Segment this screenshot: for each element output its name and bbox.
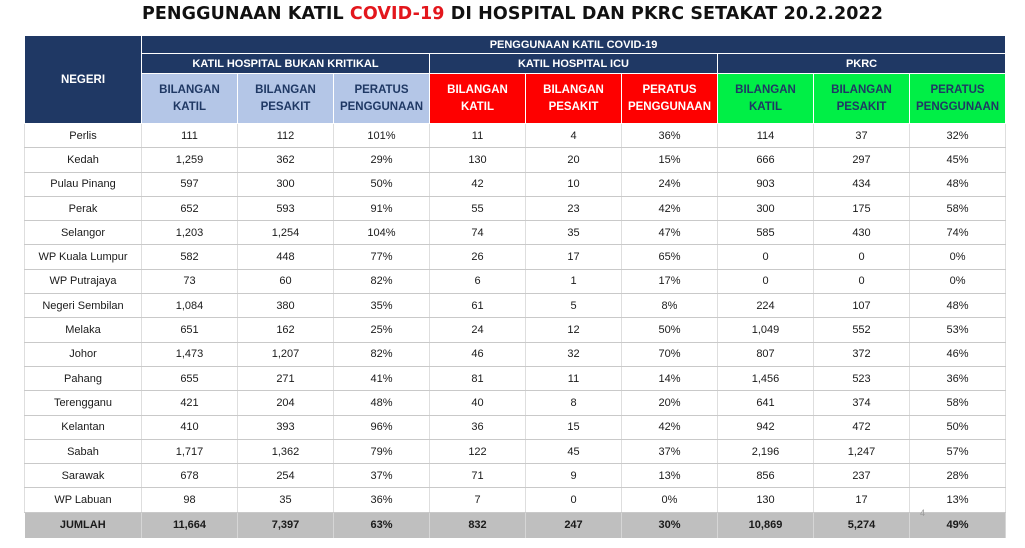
cell-icu-beds: 7 bbox=[430, 488, 526, 512]
top-header: PENGGUNAAN KATIL COVID-19 bbox=[142, 36, 1006, 54]
cell-icu-patients: 1 bbox=[526, 269, 622, 293]
cell-non-critical-beds: 111 bbox=[142, 124, 238, 148]
cell-total-icu-patients: 247 bbox=[526, 512, 622, 538]
cell-icu-patients: 0 bbox=[526, 488, 622, 512]
cell-icu-beds: 71 bbox=[430, 464, 526, 488]
cell-icu-beds: 26 bbox=[430, 245, 526, 269]
cell-non-critical-patients: 380 bbox=[238, 294, 334, 318]
cell-pkrc-beds: 1,456 bbox=[718, 366, 814, 390]
cell-icu-patients: 15 bbox=[526, 415, 622, 439]
cell-total-pkrc-usage: 49% bbox=[910, 512, 1006, 538]
table-row bbox=[25, 124, 1006, 148]
cell-icu-usage: 13% bbox=[622, 464, 718, 488]
cell-pkrc-patients: 37 bbox=[814, 124, 910, 148]
cell-state: Kelantan bbox=[25, 415, 142, 439]
cell-pkrc-patients: 175 bbox=[814, 196, 910, 220]
sub-header-bed-count: BILANGAN KATIL bbox=[718, 74, 814, 124]
cell-pkrc-patients: 430 bbox=[814, 221, 910, 245]
table-row bbox=[25, 221, 1006, 245]
table-row bbox=[25, 488, 1006, 512]
cell-non-critical-usage: 79% bbox=[334, 439, 430, 463]
cell-non-critical-beds: 678 bbox=[142, 464, 238, 488]
cell-non-critical-beds: 1,717 bbox=[142, 439, 238, 463]
cell-icu-beds: 46 bbox=[430, 342, 526, 366]
cell-pkrc-beds: 0 bbox=[718, 269, 814, 293]
cell-icu-beds: 130 bbox=[430, 148, 526, 172]
table-row bbox=[25, 342, 1006, 366]
cell-non-critical-usage: 82% bbox=[334, 269, 430, 293]
cell-icu-beds: 61 bbox=[430, 294, 526, 318]
sub-header-patient-count: BILANGAN PESAKIT bbox=[526, 74, 622, 124]
cell-total-pkrc-beds: 10,869 bbox=[718, 512, 814, 538]
cell-non-critical-beds: 1,203 bbox=[142, 221, 238, 245]
cell-pkrc-usage: 57% bbox=[910, 439, 1006, 463]
group-header-non-critical: KATIL HOSPITAL BUKAN KRITIKAL bbox=[142, 54, 430, 74]
group-header-icu: KATIL HOSPITAL ICU bbox=[430, 54, 718, 74]
cell-icu-beds: 42 bbox=[430, 172, 526, 196]
cell-pkrc-patients: 552 bbox=[814, 318, 910, 342]
cell-pkrc-usage: 58% bbox=[910, 391, 1006, 415]
table-row bbox=[25, 439, 1006, 463]
cell-non-critical-beds: 1,473 bbox=[142, 342, 238, 366]
table-row bbox=[25, 294, 1006, 318]
cell-non-critical-usage: 36% bbox=[334, 488, 430, 512]
cell-pkrc-usage: 32% bbox=[910, 124, 1006, 148]
cell-pkrc-beds: 114 bbox=[718, 124, 814, 148]
cell-icu-usage: 20% bbox=[622, 391, 718, 415]
cell-pkrc-usage: 0% bbox=[910, 269, 1006, 293]
cell-total-non-critical-usage: 63% bbox=[334, 512, 430, 538]
negeri-header: NEGERI bbox=[25, 36, 142, 124]
cell-icu-patients: 32 bbox=[526, 342, 622, 366]
cell-state: WP Labuan bbox=[25, 488, 142, 512]
cell-pkrc-patients: 297 bbox=[814, 148, 910, 172]
cell-non-critical-usage: 37% bbox=[334, 464, 430, 488]
cell-non-critical-patients: 35 bbox=[238, 488, 334, 512]
cell-non-critical-beds: 1,259 bbox=[142, 148, 238, 172]
cell-icu-patients: 17 bbox=[526, 245, 622, 269]
cell-pkrc-usage: 58% bbox=[910, 196, 1006, 220]
cell-non-critical-usage: 50% bbox=[334, 172, 430, 196]
cell-non-critical-usage: 101% bbox=[334, 124, 430, 148]
cell-pkrc-beds: 0 bbox=[718, 245, 814, 269]
cell-non-critical-patients: 254 bbox=[238, 464, 334, 488]
cell-pkrc-usage: 46% bbox=[910, 342, 1006, 366]
cell-icu-patients: 9 bbox=[526, 464, 622, 488]
cell-icu-usage: 65% bbox=[622, 245, 718, 269]
cell-pkrc-beds: 666 bbox=[718, 148, 814, 172]
title-part2: DI HOSPITAL DAN PKRC SETAKAT 20.2.2022 bbox=[444, 4, 884, 24]
cell-icu-usage: 42% bbox=[622, 415, 718, 439]
cell-pkrc-beds: 2,196 bbox=[718, 439, 814, 463]
cell-state: Perlis bbox=[25, 124, 142, 148]
cell-non-critical-usage: 48% bbox=[334, 391, 430, 415]
cell-icu-patients: 20 bbox=[526, 148, 622, 172]
cell-non-critical-usage: 35% bbox=[334, 294, 430, 318]
cell-icu-usage: 15% bbox=[622, 148, 718, 172]
cell-icu-beds: 40 bbox=[430, 391, 526, 415]
cell-pkrc-beds: 224 bbox=[718, 294, 814, 318]
table-row bbox=[25, 245, 1006, 269]
table-row bbox=[25, 391, 1006, 415]
cell-non-critical-beds: 1,084 bbox=[142, 294, 238, 318]
cell-non-critical-usage: 77% bbox=[334, 245, 430, 269]
cell-pkrc-beds: 641 bbox=[718, 391, 814, 415]
cell-non-critical-patients: 1,207 bbox=[238, 342, 334, 366]
cell-non-critical-usage: 96% bbox=[334, 415, 430, 439]
title-part1: PENGGUNAAN KATIL bbox=[141, 4, 350, 24]
cell-pkrc-patients: 0 bbox=[814, 269, 910, 293]
cell-non-critical-beds: 651 bbox=[142, 318, 238, 342]
cell-total-icu-usage: 30% bbox=[622, 512, 718, 538]
cell-pkrc-beds: 300 bbox=[718, 196, 814, 220]
cell-state: Pahang bbox=[25, 366, 142, 390]
cell-icu-patients: 23 bbox=[526, 196, 622, 220]
cell-total-non-critical-beds: 11,664 bbox=[142, 512, 238, 538]
cell-non-critical-beds: 597 bbox=[142, 172, 238, 196]
cell-total-label: JUMLAH bbox=[25, 512, 142, 538]
cell-state: Terengganu bbox=[25, 391, 142, 415]
cell-pkrc-patients: 434 bbox=[814, 172, 910, 196]
cell-non-critical-usage: 29% bbox=[334, 148, 430, 172]
table-row bbox=[25, 464, 1006, 488]
cell-icu-usage: 24% bbox=[622, 172, 718, 196]
cell-pkrc-usage: 48% bbox=[910, 294, 1006, 318]
cell-icu-patients: 10 bbox=[526, 172, 622, 196]
cell-state: Sarawak bbox=[25, 464, 142, 488]
cell-icu-beds: 11 bbox=[430, 124, 526, 148]
cell-pkrc-patients: 1,247 bbox=[814, 439, 910, 463]
cell-icu-beds: 6 bbox=[430, 269, 526, 293]
cell-icu-usage: 8% bbox=[622, 294, 718, 318]
cell-icu-usage: 14% bbox=[622, 366, 718, 390]
table-row bbox=[25, 415, 1006, 439]
cell-icu-beds: 81 bbox=[430, 366, 526, 390]
cell-non-critical-beds: 655 bbox=[142, 366, 238, 390]
cell-non-critical-usage: 82% bbox=[334, 342, 430, 366]
cell-non-critical-usage: 91% bbox=[334, 196, 430, 220]
cell-icu-patients: 5 bbox=[526, 294, 622, 318]
cell-icu-usage: 0% bbox=[622, 488, 718, 512]
cell-icu-usage: 37% bbox=[622, 439, 718, 463]
cell-icu-patients: 35 bbox=[526, 221, 622, 245]
cell-pkrc-patients: 372 bbox=[814, 342, 910, 366]
sub-header-bed-count: BILANGAN KATIL bbox=[430, 74, 526, 124]
cell-state: WP Kuala Lumpur bbox=[25, 245, 142, 269]
cell-pkrc-usage: 50% bbox=[910, 415, 1006, 439]
sub-header-usage-percent: PERATUS PENGGUNAAN bbox=[334, 74, 430, 124]
group-header-pkrc: PKRC bbox=[718, 54, 1006, 74]
cell-non-critical-patients: 271 bbox=[238, 366, 334, 390]
cell-non-critical-patients: 162 bbox=[238, 318, 334, 342]
cell-pkrc-beds: 130 bbox=[718, 488, 814, 512]
table-row bbox=[25, 318, 1006, 342]
cell-pkrc-usage: 28% bbox=[910, 464, 1006, 488]
cell-icu-beds: 24 bbox=[430, 318, 526, 342]
table-row bbox=[25, 196, 1006, 220]
cell-state: WP Putrajaya bbox=[25, 269, 142, 293]
cell-icu-usage: 47% bbox=[622, 221, 718, 245]
cell-pkrc-beds: 807 bbox=[718, 342, 814, 366]
cell-pkrc-usage: 74% bbox=[910, 221, 1006, 245]
cell-non-critical-patients: 1,254 bbox=[238, 221, 334, 245]
cell-non-critical-beds: 582 bbox=[142, 245, 238, 269]
cell-pkrc-beds: 942 bbox=[718, 415, 814, 439]
cell-state: Johor bbox=[25, 342, 142, 366]
cell-pkrc-beds: 1,049 bbox=[718, 318, 814, 342]
cell-state: Pulau Pinang bbox=[25, 172, 142, 196]
cell-pkrc-patients: 374 bbox=[814, 391, 910, 415]
cell-pkrc-patients: 523 bbox=[814, 366, 910, 390]
bed-usage-table bbox=[24, 35, 1006, 538]
cell-icu-beds: 74 bbox=[430, 221, 526, 245]
cell-icu-usage: 50% bbox=[622, 318, 718, 342]
cell-state: Sabah bbox=[25, 439, 142, 463]
cell-pkrc-usage: 0% bbox=[910, 245, 1006, 269]
cell-state: Selangor bbox=[25, 221, 142, 245]
cell-non-critical-patients: 204 bbox=[238, 391, 334, 415]
cell-pkrc-patients: 0 bbox=[814, 245, 910, 269]
cell-icu-patients: 45 bbox=[526, 439, 622, 463]
cell-total-icu-beds: 832 bbox=[430, 512, 526, 538]
cell-pkrc-usage: 45% bbox=[910, 148, 1006, 172]
cell-state: Perak bbox=[25, 196, 142, 220]
cell-pkrc-usage: 36% bbox=[910, 366, 1006, 390]
cell-non-critical-beds: 421 bbox=[142, 391, 238, 415]
cell-non-critical-patients: 1,362 bbox=[238, 439, 334, 463]
cell-non-critical-patients: 60 bbox=[238, 269, 334, 293]
cell-icu-usage: 36% bbox=[622, 124, 718, 148]
cell-total-non-critical-patients: 7,397 bbox=[238, 512, 334, 538]
sub-header-patient-count: BILANGAN PESAKIT bbox=[238, 74, 334, 124]
total-row bbox=[25, 512, 1006, 538]
cell-non-critical-patients: 300 bbox=[238, 172, 334, 196]
cell-non-critical-beds: 652 bbox=[142, 196, 238, 220]
cell-non-critical-patients: 593 bbox=[238, 196, 334, 220]
cell-non-critical-beds: 73 bbox=[142, 269, 238, 293]
cell-icu-usage: 42% bbox=[622, 196, 718, 220]
sub-header-usage-percent: PERATUS PENGGUNAAN bbox=[622, 74, 718, 124]
cell-icu-beds: 55 bbox=[430, 196, 526, 220]
cell-non-critical-beds: 410 bbox=[142, 415, 238, 439]
page-number: 4 bbox=[920, 508, 926, 518]
cell-non-critical-patients: 112 bbox=[238, 124, 334, 148]
cell-pkrc-usage: 13% bbox=[910, 488, 1006, 512]
cell-pkrc-beds: 585 bbox=[718, 221, 814, 245]
title-highlight: COVID-19 bbox=[349, 4, 445, 24]
cell-pkrc-usage: 53% bbox=[910, 318, 1006, 342]
table-row bbox=[25, 366, 1006, 390]
cell-icu-beds: 122 bbox=[430, 439, 526, 463]
cell-pkrc-usage: 48% bbox=[910, 172, 1006, 196]
cell-non-critical-usage: 104% bbox=[334, 221, 430, 245]
cell-icu-patients: 11 bbox=[526, 366, 622, 390]
cell-pkrc-patients: 472 bbox=[814, 415, 910, 439]
cell-non-critical-usage: 41% bbox=[334, 366, 430, 390]
cell-state: Kedah bbox=[25, 148, 142, 172]
cell-icu-patients: 8 bbox=[526, 391, 622, 415]
cell-pkrc-patients: 107 bbox=[814, 294, 910, 318]
cell-pkrc-beds: 903 bbox=[718, 172, 814, 196]
cell-state: Negeri Sembilan bbox=[25, 294, 142, 318]
cell-icu-beds: 36 bbox=[430, 415, 526, 439]
sub-header-usage-percent: PERATUS PENGGUNAAN bbox=[910, 74, 1006, 124]
cell-total-pkrc-patients: 5,274 bbox=[814, 512, 910, 538]
cell-pkrc-patients: 237 bbox=[814, 464, 910, 488]
sub-header-patient-count: BILANGAN PESAKIT bbox=[814, 74, 910, 124]
table-row bbox=[25, 148, 1006, 172]
cell-state: Melaka bbox=[25, 318, 142, 342]
table-body bbox=[25, 124, 1006, 538]
sub-header-bed-count: BILANGAN KATIL bbox=[142, 74, 238, 124]
cell-icu-usage: 17% bbox=[622, 269, 718, 293]
cell-icu-patients: 4 bbox=[526, 124, 622, 148]
cell-non-critical-patients: 362 bbox=[238, 148, 334, 172]
table-row bbox=[25, 172, 1006, 196]
cell-non-critical-patients: 393 bbox=[238, 415, 334, 439]
page-title bbox=[0, 4, 1025, 24]
cell-non-critical-usage: 25% bbox=[334, 318, 430, 342]
cell-non-critical-patients: 448 bbox=[238, 245, 334, 269]
cell-icu-patients: 12 bbox=[526, 318, 622, 342]
cell-non-critical-beds: 98 bbox=[142, 488, 238, 512]
cell-icu-usage: 70% bbox=[622, 342, 718, 366]
table-row bbox=[25, 269, 1006, 293]
cell-pkrc-patients: 17 bbox=[814, 488, 910, 512]
cell-pkrc-beds: 856 bbox=[718, 464, 814, 488]
